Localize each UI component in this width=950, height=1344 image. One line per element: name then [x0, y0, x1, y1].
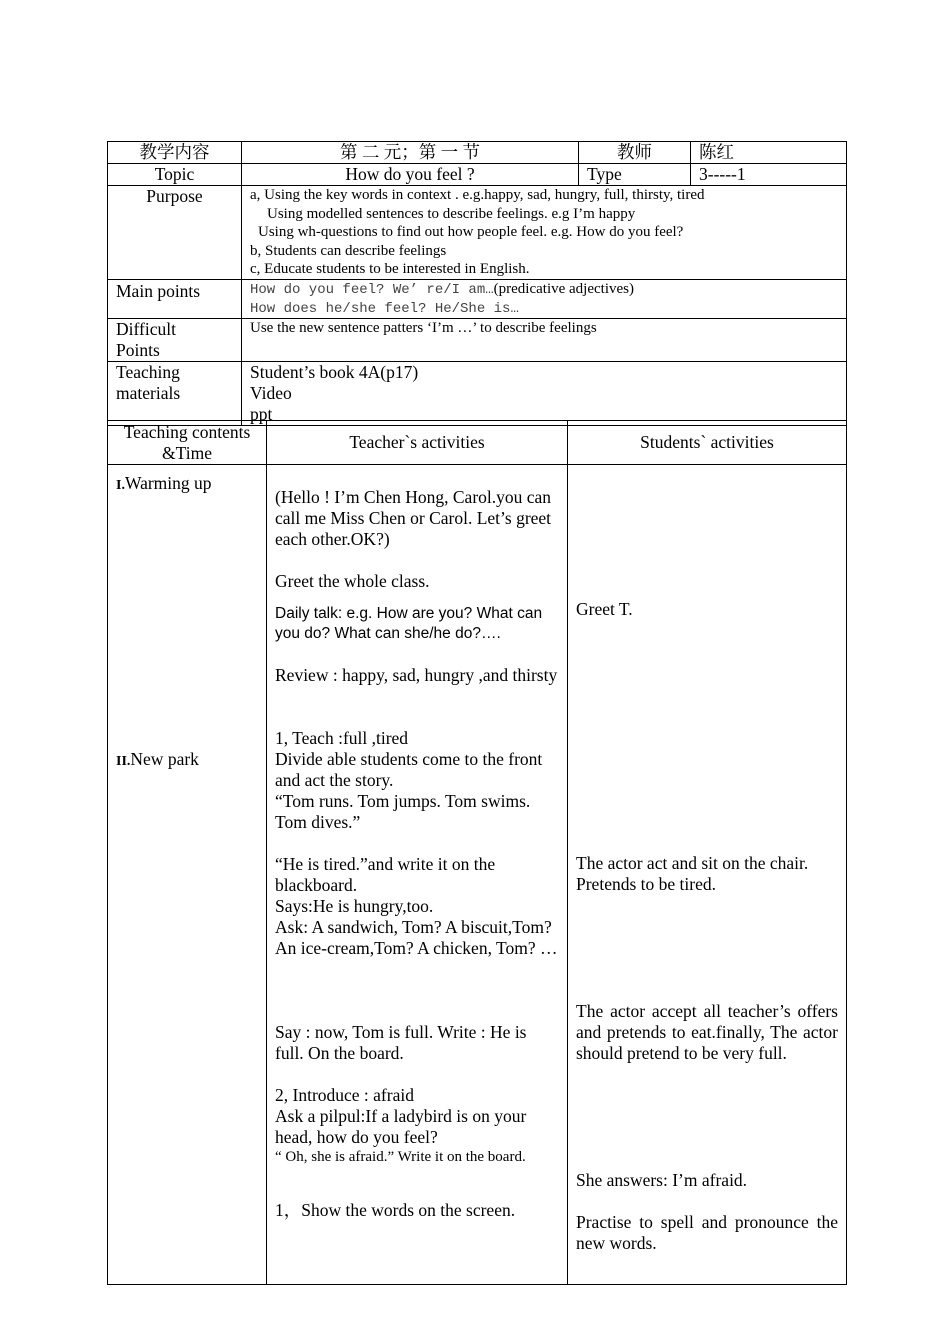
activities-header-row [108, 421, 847, 465]
content-label: 教学内容 [108, 142, 242, 164]
type-value: 3-----1 [691, 164, 847, 186]
purpose-row [108, 186, 847, 280]
lesson-info-table [107, 141, 847, 426]
teacher-activity: (Hello ! I’m Chen Hong, Carol.you can call me Miss Chen or Carol. Let’s greet each other.OK?) [275, 487, 552, 549]
activities-table [107, 420, 847, 1285]
difficult-row [108, 319, 847, 362]
teacher-activity: Review : happy, sad, hungry ,and thirsty [275, 665, 558, 685]
section-warming-up: I.Warming up [116, 473, 212, 493]
material-item: Student’s book 4A(p17) [250, 362, 419, 382]
col-teacher: Teacher`s activities [267, 421, 568, 465]
purpose-label: Purpose [108, 186, 242, 280]
col-contents: Teaching contents &Time [108, 421, 267, 465]
purpose-text [242, 186, 847, 280]
purpose-line: c, Educate students to be interested in English. [250, 261, 530, 277]
teacher-activity: Greet the whole class. [275, 571, 430, 591]
student-activity: The actor accept all teacher’s offers and pretends to eat.finally, The actor should pretend to be very full. [576, 1001, 838, 1063]
purpose-line: Using modelled sentences to describe feelings. e.g I’m happy [267, 205, 636, 222]
student-activity: The actor act and sit on the chair. Pretends to be tired. [576, 853, 809, 894]
teacher-label: 教师 [579, 142, 691, 164]
student-activity: She answers: I’m afraid. [576, 1170, 748, 1190]
teacher-activities-cell [267, 465, 568, 1285]
type-label: Type [579, 164, 691, 186]
main-points-label: Main points [108, 280, 242, 319]
teacher-activity: Says:He is hungry,too. [275, 896, 434, 916]
teacher-value: 陈红 [691, 142, 847, 164]
teacher-activity: Divide able students come to the front and act the story. [275, 749, 543, 790]
main-point-code: How does he/she feel? He/She is… [250, 300, 519, 317]
main-points-row [108, 280, 847, 319]
content-value: 第 二 元；第 一 节 [242, 142, 579, 164]
teacher-activity: “Tom runs. Tom jumps. Tom swims. Tom dives.” [275, 791, 531, 832]
teacher-activity: 1, Teach :full ,tired [275, 728, 409, 748]
topic-label: Topic [108, 164, 242, 186]
activities-body-row [108, 465, 847, 1285]
student-activities-cell [568, 465, 847, 1285]
main-point-code: How do you feel? We’ re/I am… [250, 282, 494, 298]
purpose-line: b, Students can describe feelings [250, 242, 447, 259]
header-row [108, 142, 847, 164]
teacher-activity: 1，Show the words on the screen. [275, 1199, 516, 1220]
teacher-activity: Ask a pilpul:If a ladybird is on your head, how do you feel? [275, 1106, 527, 1147]
material-item: Video [250, 383, 292, 403]
teacher-activity: Say : now, Tom is full. Write : He is full. On the board. [275, 1022, 527, 1063]
purpose-line: a, Using the key words in context . e.g.happy, sad, hungry, full, thirsty, tired [250, 187, 705, 203]
teacher-activity: “He is tired.”and write it on the blackboard. [275, 854, 496, 895]
main-points-text [242, 280, 847, 319]
teacher-activity: Daily talk: e.g. How are you? What can you do? What can she/he do?…. [275, 605, 543, 642]
teacher-activity: “ Oh, she is afraid.” Write it on the board. [275, 1149, 526, 1165]
section-new-park: II.New park [116, 749, 199, 769]
difficult-label: Difficult Points [108, 319, 242, 362]
student-activity: Practise to spell and pronounce the new words. [576, 1212, 838, 1253]
topic-row [108, 164, 847, 186]
col-students: Students` activities [568, 421, 847, 465]
main-point-note: (predicative adjectives) [493, 281, 634, 297]
material-item: ppt [250, 404, 273, 424]
materials-row [108, 362, 847, 426]
materials-list [242, 362, 847, 426]
student-activity: Greet T. [576, 599, 633, 619]
teacher-activity: Ask: A sandwich, Tom? A biscuit,Tom? An ice-cream,Tom? A chicken, Tom? … [275, 917, 558, 958]
purpose-line: Using wh-questions to find out how people feel. e.g. How do you feel? [258, 224, 684, 240]
contents-cell [108, 465, 267, 1285]
teacher-activity: 2, Introduce : afraid [275, 1085, 414, 1105]
topic-value: How do you feel ? [242, 164, 579, 186]
difficult-text: Use the new sentence patters ‘I’m …’ to describe feelings [242, 319, 847, 362]
materials-label: Teaching materials [108, 362, 242, 426]
